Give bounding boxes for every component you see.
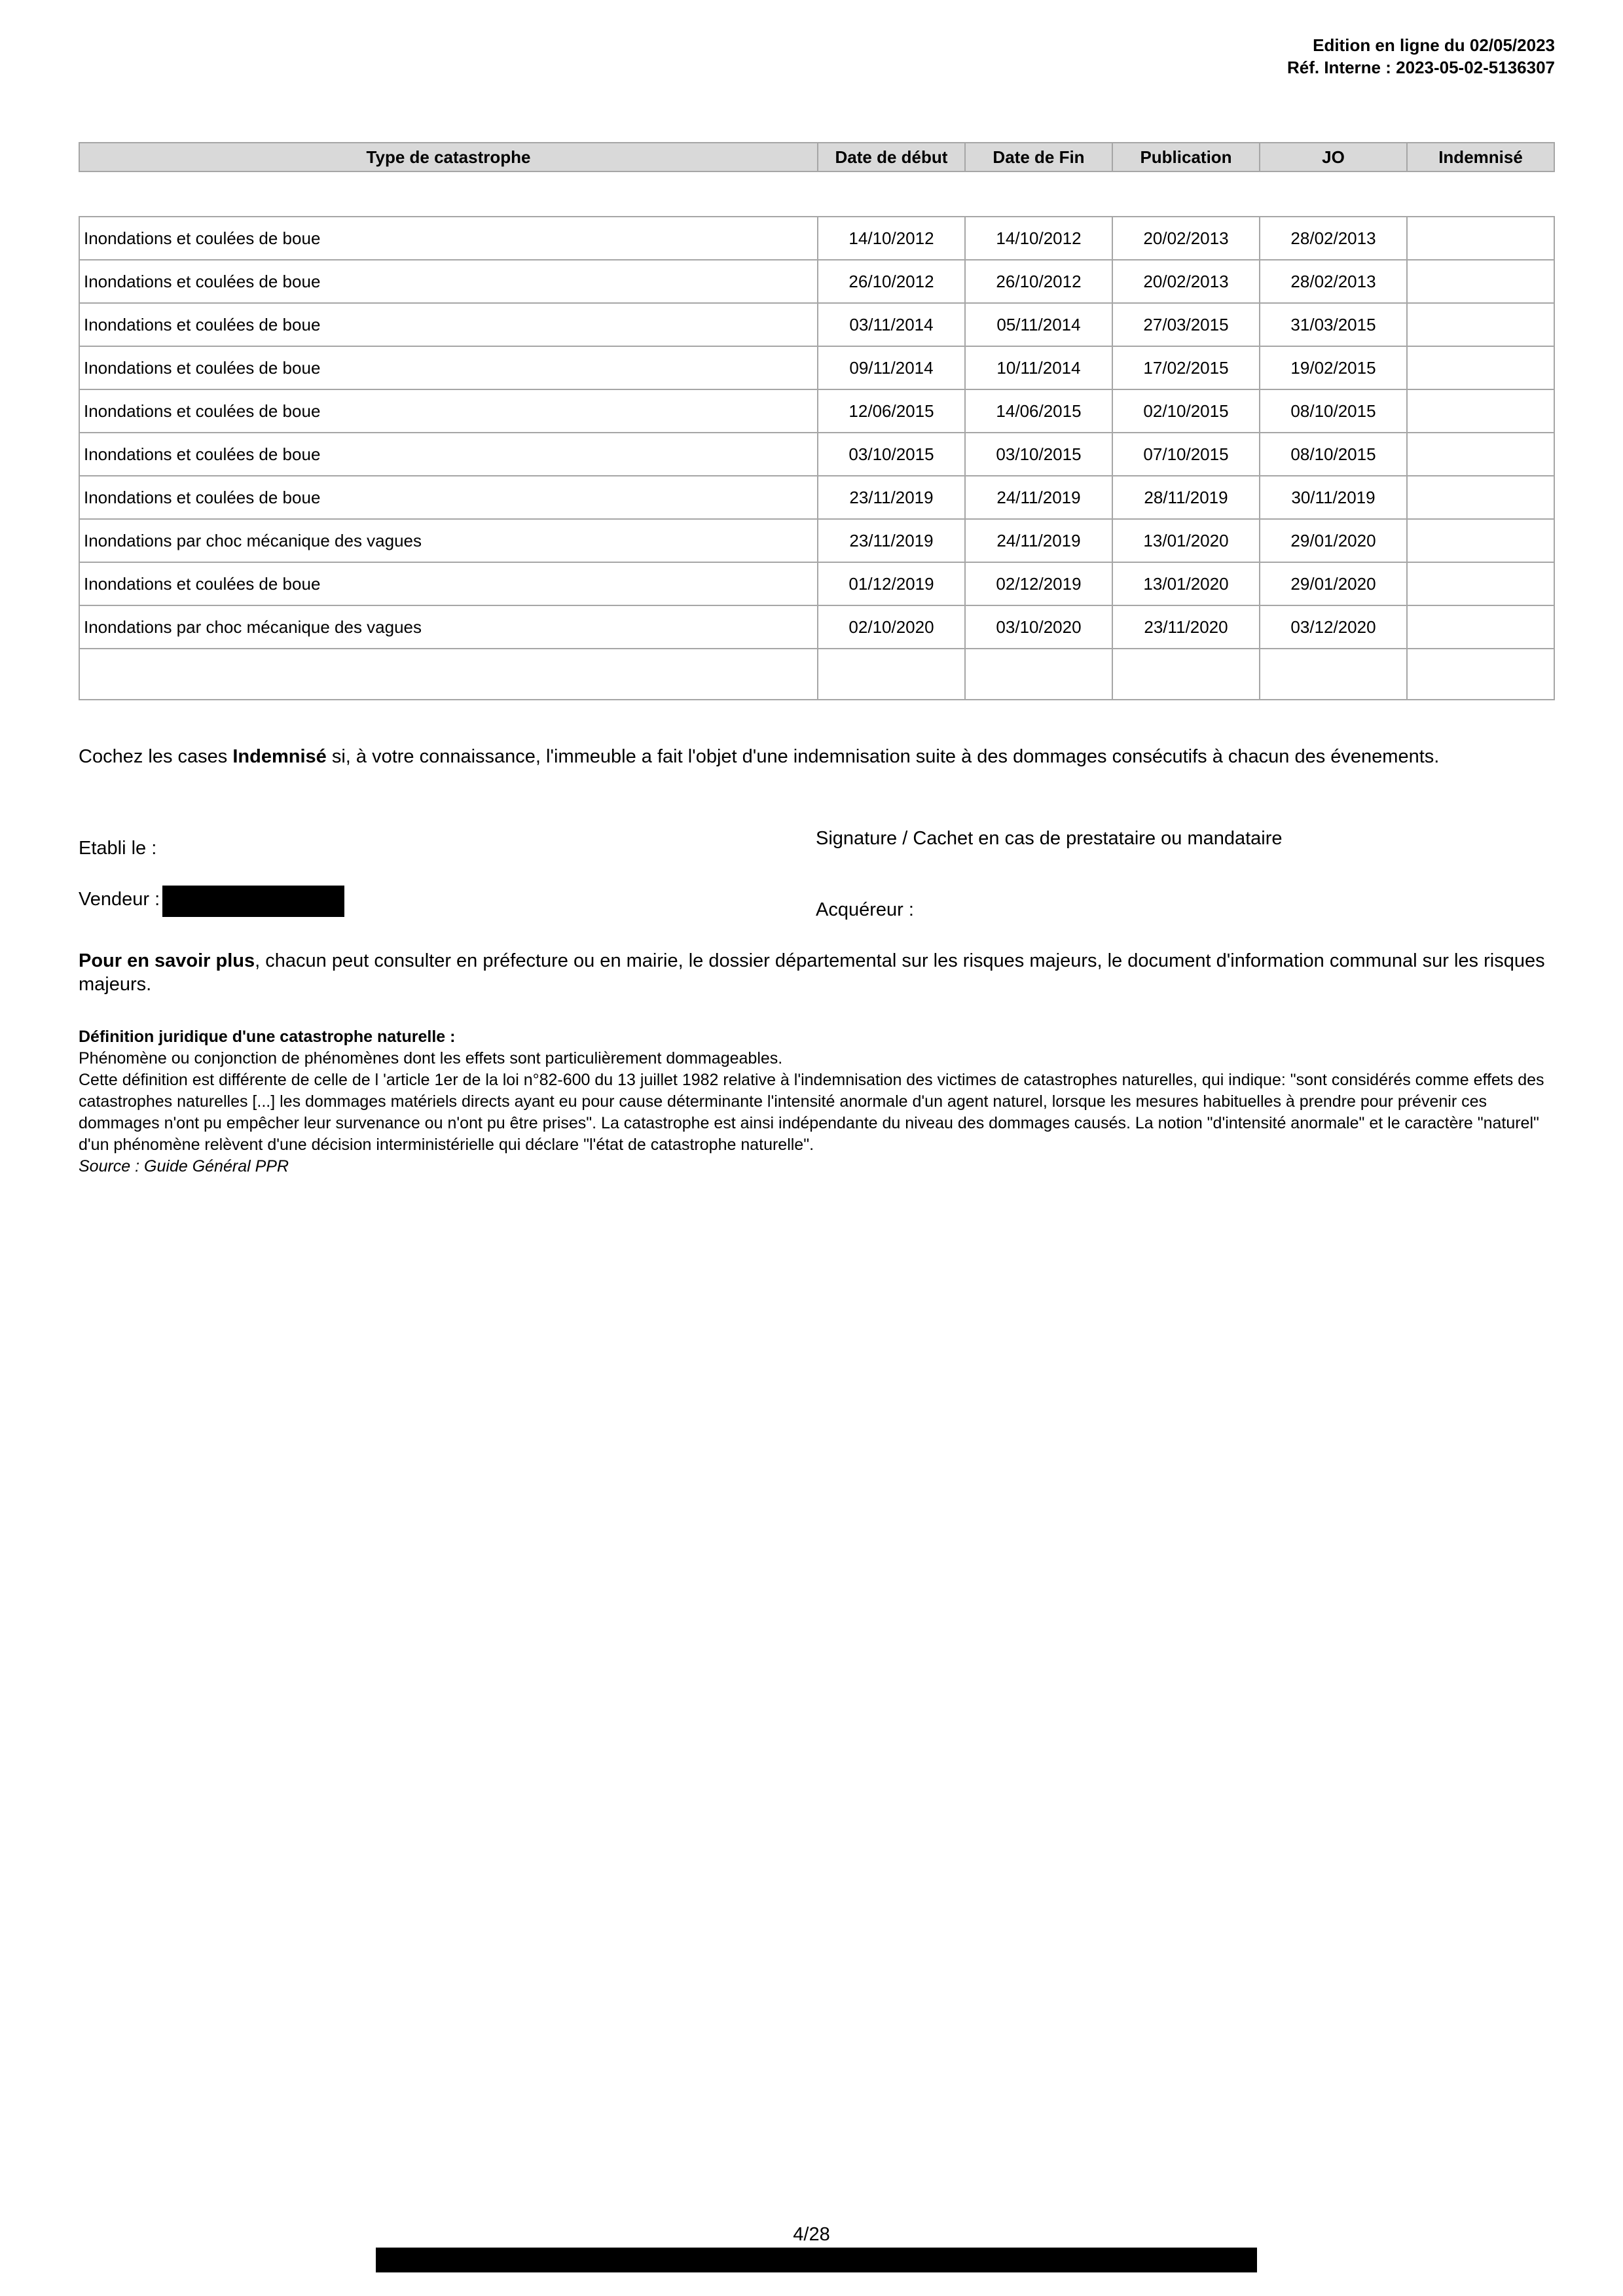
fin-cell: 05/11/2014 bbox=[965, 303, 1112, 346]
debut-cell: 14/10/2012 bbox=[818, 217, 965, 260]
publication-cell: 27/03/2015 bbox=[1112, 303, 1260, 346]
jo-cell: 08/10/2015 bbox=[1260, 389, 1407, 433]
publication-cell: 28/11/2019 bbox=[1112, 476, 1260, 519]
indemnise-instructions bbox=[79, 745, 1558, 768]
fin-cell: 14/10/2012 bbox=[965, 217, 1112, 260]
instructions-bold: Indemnisé bbox=[232, 746, 327, 767]
col-publication-header: Publication bbox=[1112, 143, 1260, 171]
col-jo-header: JO bbox=[1260, 143, 1407, 171]
table-row bbox=[79, 519, 1554, 562]
publication-cell: 13/01/2020 bbox=[1112, 562, 1260, 605]
type-cell: Inondations et coulées de boue bbox=[79, 562, 818, 605]
type-cell: Inondations et coulées de boue bbox=[79, 346, 818, 389]
type-cell: Inondations par choc mécanique des vagues bbox=[79, 605, 818, 649]
vendeur-redaction bbox=[162, 886, 344, 917]
fin-cell: 10/11/2014 bbox=[965, 346, 1112, 389]
type-cell: Inondations et coulées de boue bbox=[79, 476, 818, 519]
indemnise-cell[interactable] bbox=[1407, 562, 1554, 605]
savoir-plus-paragraph bbox=[79, 949, 1558, 996]
catastrophe-table bbox=[79, 216, 1555, 700]
empty-cell bbox=[79, 649, 818, 700]
debut-cell: 09/11/2014 bbox=[818, 346, 965, 389]
indemnise-cell[interactable] bbox=[1407, 260, 1554, 303]
col-type-header: Type de catastrophe bbox=[79, 143, 818, 171]
type-cell: Inondations et coulées de boue bbox=[79, 389, 818, 433]
jo-cell: 31/03/2015 bbox=[1260, 303, 1407, 346]
document-header bbox=[1287, 34, 1555, 79]
indemnise-cell[interactable] bbox=[1407, 303, 1554, 346]
definition-paragraph: Cette définition est différente de celle de l 'article 1er de la loi n°82-600 du 13 juillet 1982 relative à l'indemnisation des victimes de catastrophes naturelles, qui indique: "sont considérés comme effets des catastrophes naturelles [...] les dommages matériels directs ayant eu pour cause déterminante l'intensité anormale d'un agent naturel, lorsque les mesures habituelles à prendre pour prévenir ces dommages n'ont pu empêcher leur survenance ou n'ont pu être prises". La catastrophe est ainsi indépendante du niveau des dommages causés. La notion "d'intensité anormale" et le caractère "naturel" d'un phénomène relèvent d'une décision interministérielle qui déclare "l'état de catastrophe naturelle". bbox=[79, 1071, 1544, 1154]
table-row bbox=[79, 217, 1554, 260]
empty-cell bbox=[965, 649, 1112, 700]
savoir-plus-text: , chacun peut consulter en préfecture ou en mairie, le dossier départemental sur les risques majeurs, le document d'information communal sur les risques majeurs. bbox=[79, 950, 1545, 995]
jo-cell: 19/02/2015 bbox=[1260, 346, 1407, 389]
fin-cell: 26/10/2012 bbox=[965, 260, 1112, 303]
table-row bbox=[79, 346, 1554, 389]
fin-cell: 14/06/2015 bbox=[965, 389, 1112, 433]
fin-cell: 24/11/2019 bbox=[965, 519, 1112, 562]
indemnise-cell[interactable] bbox=[1407, 433, 1554, 476]
indemnise-cell[interactable] bbox=[1407, 605, 1554, 649]
table-row bbox=[79, 303, 1554, 346]
type-cell: Inondations et coulées de boue bbox=[79, 217, 818, 260]
etabli-le-label: Etabli le : bbox=[79, 838, 157, 859]
table-row bbox=[79, 562, 1554, 605]
type-cell: Inondations et coulées de boue bbox=[79, 260, 818, 303]
table-row bbox=[79, 389, 1554, 433]
definition-block bbox=[79, 1026, 1558, 1177]
definition-line1: Phénomène ou conjonction de phénomènes dont les effets sont particulièrement dommageables. bbox=[79, 1049, 783, 1067]
publication-cell: 07/10/2015 bbox=[1112, 433, 1260, 476]
signature-label: Signature / Cachet en cas de prestataire ou mandataire bbox=[816, 828, 1283, 849]
debut-cell: 26/10/2012 bbox=[818, 260, 965, 303]
debut-cell: 03/10/2015 bbox=[818, 433, 965, 476]
definition-title: Définition juridique d'une catastrophe naturelle : bbox=[79, 1028, 456, 1046]
type-cell: Inondations par choc mécanique des vagues bbox=[79, 519, 818, 562]
empty-cell bbox=[1112, 649, 1260, 700]
definition-source: Source : Guide Général PPR bbox=[79, 1157, 289, 1175]
header-row bbox=[79, 143, 1554, 171]
indemnise-cell[interactable] bbox=[1407, 389, 1554, 433]
empty-cell bbox=[1407, 649, 1554, 700]
publication-cell: 02/10/2015 bbox=[1112, 389, 1260, 433]
col-indemnise-header: Indemnisé bbox=[1407, 143, 1554, 171]
jo-cell: 03/12/2020 bbox=[1260, 605, 1407, 649]
debut-cell: 12/06/2015 bbox=[818, 389, 965, 433]
empty-cell bbox=[818, 649, 965, 700]
jo-cell: 29/01/2020 bbox=[1260, 519, 1407, 562]
fin-cell: 02/12/2019 bbox=[965, 562, 1112, 605]
debut-cell: 02/10/2020 bbox=[818, 605, 965, 649]
page-number: 4/28 bbox=[793, 2224, 830, 2245]
fin-cell: 24/11/2019 bbox=[965, 476, 1112, 519]
instructions-suffix: si, à votre connaissance, l'immeuble a fait l'objet d'une indemnisation suite à des dommages consécutifs à chacun des évenements. bbox=[326, 746, 1440, 767]
indemnise-cell[interactable] bbox=[1407, 519, 1554, 562]
publication-cell: 20/02/2013 bbox=[1112, 260, 1260, 303]
indemnise-cell[interactable] bbox=[1407, 217, 1554, 260]
fin-cell: 03/10/2020 bbox=[965, 605, 1112, 649]
publication-cell: 17/02/2015 bbox=[1112, 346, 1260, 389]
publication-cell: 23/11/2020 bbox=[1112, 605, 1260, 649]
col-fin-header: Date de Fin bbox=[965, 143, 1112, 171]
table-row bbox=[79, 476, 1554, 519]
table-row bbox=[79, 433, 1554, 476]
table-row bbox=[79, 260, 1554, 303]
type-cell: Inondations et coulées de boue bbox=[79, 303, 818, 346]
debut-cell: 01/12/2019 bbox=[818, 562, 965, 605]
indemnise-cell[interactable] bbox=[1407, 346, 1554, 389]
edition-date: Edition en ligne du 02/05/2023 bbox=[1313, 35, 1555, 55]
fin-cell: 03/10/2015 bbox=[965, 433, 1112, 476]
jo-cell: 08/10/2015 bbox=[1260, 433, 1407, 476]
table-row-empty bbox=[79, 649, 1554, 700]
indemnise-cell[interactable] bbox=[1407, 476, 1554, 519]
publication-cell: 13/01/2020 bbox=[1112, 519, 1260, 562]
jo-cell: 28/02/2013 bbox=[1260, 217, 1407, 260]
jo-cell: 29/01/2020 bbox=[1260, 562, 1407, 605]
catastrophe-rows bbox=[79, 217, 1554, 700]
vendeur-label: Vendeur : bbox=[79, 889, 160, 910]
instructions-prefix: Cochez les cases bbox=[79, 746, 233, 767]
acquereur-label: Acquéreur : bbox=[816, 899, 914, 920]
publication-cell: 20/02/2013 bbox=[1112, 217, 1260, 260]
jo-cell: 28/02/2013 bbox=[1260, 260, 1407, 303]
debut-cell: 23/11/2019 bbox=[818, 519, 965, 562]
type-cell: Inondations et coulées de boue bbox=[79, 433, 818, 476]
catastrophe-table-header bbox=[79, 142, 1555, 172]
savoir-plus-bold: Pour en savoir plus bbox=[79, 950, 255, 971]
jo-cell: 30/11/2019 bbox=[1260, 476, 1407, 519]
internal-reference: Réf. Interne : 2023-05-02-5136307 bbox=[1286, 58, 1555, 77]
empty-cell bbox=[1260, 649, 1407, 700]
debut-cell: 03/11/2014 bbox=[818, 303, 965, 346]
col-debut-header: Date de début bbox=[818, 143, 965, 171]
table-row bbox=[79, 605, 1554, 649]
footer-redaction bbox=[376, 2248, 1257, 2272]
debut-cell: 23/11/2019 bbox=[818, 476, 965, 519]
